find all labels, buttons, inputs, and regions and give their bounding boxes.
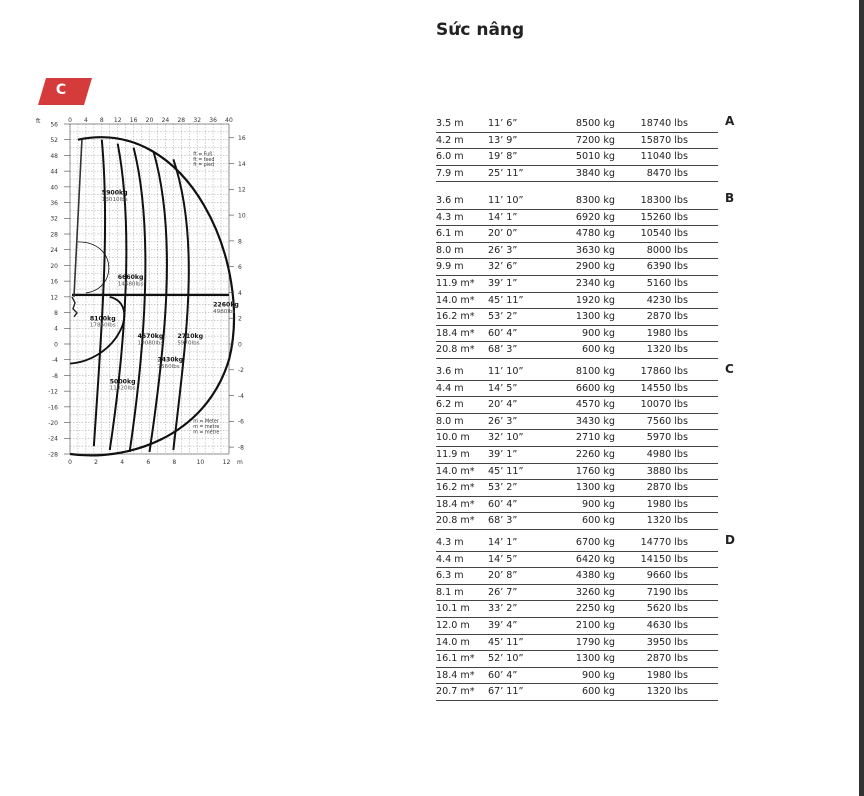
capacity-lbs: 5160 lbs bbox=[646, 277, 688, 289]
radius-m: 3.6 m bbox=[436, 366, 464, 377]
legend-ft-line: ft = pied bbox=[193, 163, 215, 169]
capacity-lbs: 14550 lbs bbox=[640, 382, 688, 394]
legend-m-line: m = Meter bbox=[193, 419, 219, 425]
radius-m: 3.6 m bbox=[436, 195, 464, 206]
bottom-tick-label: 12 bbox=[222, 459, 231, 466]
load-label-lbs: 13010lbs bbox=[101, 196, 128, 203]
radius-ft: 32’ 6” bbox=[488, 261, 518, 273]
capacity-lbs: 4630 lbs bbox=[646, 619, 688, 631]
load-label-lbs: 14680lbs bbox=[117, 281, 144, 288]
capacity-kg: 4780 kg bbox=[575, 228, 615, 240]
table-row bbox=[436, 552, 718, 569]
left-tick-label: 52 bbox=[50, 137, 58, 145]
table-label: C bbox=[725, 362, 734, 376]
load-label-lbs: 17860lbs bbox=[89, 322, 116, 329]
capacity-kg: 1300 kg bbox=[575, 653, 615, 665]
left-tick-label: -12 bbox=[48, 388, 58, 396]
bottom-tick-label: 4 bbox=[120, 459, 125, 466]
radius-ft: 13’ 9” bbox=[488, 134, 518, 146]
radius-m: 16.2 m* bbox=[436, 482, 475, 494]
badge-label: C bbox=[55, 82, 67, 98]
radius-m: 4.4 m bbox=[436, 382, 464, 394]
capacity-lbs: 1980 lbs bbox=[646, 327, 688, 339]
radius-m: 12.0 m bbox=[436, 619, 470, 631]
radius-m: 8.0 m bbox=[436, 415, 464, 427]
capacity-kg: 7200 kg bbox=[575, 134, 615, 146]
table-row bbox=[436, 497, 718, 514]
table-row bbox=[436, 193, 718, 210]
load-label-kg: 3430kg bbox=[157, 356, 184, 364]
right-tick-label: -6 bbox=[238, 418, 244, 426]
capacity-lbs: 18740 lbs bbox=[640, 118, 688, 129]
capacity-lbs: 2870 lbs bbox=[646, 311, 688, 323]
radius-m: 4.4 m bbox=[436, 553, 464, 565]
radius-m: 10.0 m bbox=[436, 432, 470, 444]
bottom-unit-label: m bbox=[237, 459, 243, 466]
top-tick-label: 24 bbox=[161, 117, 170, 124]
radius-ft: 26’ 3” bbox=[488, 244, 518, 256]
table-row bbox=[436, 293, 718, 310]
capacity-kg: 3840 kg bbox=[575, 167, 615, 179]
radius-ft: 26’ 3” bbox=[488, 415, 518, 427]
radius-m: 6.0 m bbox=[436, 151, 464, 163]
table-row bbox=[436, 133, 718, 150]
load-table-d bbox=[436, 535, 736, 701]
capacity-kg: 5010 kg bbox=[575, 151, 615, 163]
table-row bbox=[436, 684, 718, 701]
load-table-c bbox=[436, 364, 736, 530]
load-label-kg: 2260kg bbox=[213, 301, 239, 309]
radius-m: 11.9 m bbox=[436, 448, 470, 460]
table-row bbox=[436, 259, 718, 276]
left-tick-label: 16 bbox=[50, 278, 58, 286]
capacity-lbs: 5970 lbs bbox=[646, 432, 688, 444]
left-tick-label: 0 bbox=[54, 341, 58, 349]
radius-ft: 14’ 1” bbox=[488, 537, 518, 548]
capacity-lbs: 8470 lbs bbox=[646, 167, 688, 179]
radius-m: 6.1 m bbox=[436, 228, 464, 240]
radius-ft: 32’ 10” bbox=[488, 432, 524, 444]
radius-m: 4.3 m bbox=[436, 537, 464, 548]
table-row bbox=[436, 651, 718, 668]
table-row bbox=[436, 342, 718, 359]
left-tick-label: -8 bbox=[52, 372, 58, 380]
section-badge bbox=[38, 78, 92, 105]
capacity-kg: 1760 kg bbox=[575, 465, 615, 477]
left-tick-label: 24 bbox=[50, 247, 58, 255]
radius-m: 8.1 m bbox=[436, 586, 464, 598]
capacity-lbs: 18300 lbs bbox=[640, 195, 688, 206]
radius-m: 4.3 m bbox=[436, 211, 464, 223]
capacity-lbs: 6390 lbs bbox=[646, 261, 688, 273]
table-label: D bbox=[725, 533, 735, 547]
capacity-lbs: 7560 lbs bbox=[646, 415, 688, 427]
capacity-kg: 2100 kg bbox=[575, 619, 615, 631]
table-row bbox=[436, 397, 718, 414]
radius-ft: 45’ 11” bbox=[488, 636, 524, 648]
capacity-lbs: 2870 lbs bbox=[646, 653, 688, 665]
radius-ft: 14’ 1” bbox=[488, 211, 518, 223]
capacity-kg: 900 kg bbox=[581, 327, 615, 339]
capacity-kg: 6420 kg bbox=[575, 553, 615, 565]
capacity-lbs: 4980 lbs bbox=[646, 448, 688, 460]
radius-m: 10.1 m bbox=[436, 603, 470, 615]
legend-ft-line: ft = Fuß bbox=[193, 152, 213, 158]
chart-ticks bbox=[36, 117, 246, 466]
capacity-kg: 900 kg bbox=[581, 498, 615, 510]
radius-ft: 14’ 5” bbox=[488, 382, 518, 394]
radius-m: 14.0 m* bbox=[436, 465, 475, 477]
capacity-lbs: 11040 lbs bbox=[640, 151, 688, 163]
load-label-lbs: 11020lbs bbox=[109, 385, 136, 392]
capacity-kg: 600 kg bbox=[581, 344, 615, 356]
left-tick-label: 8 bbox=[54, 309, 58, 317]
top-tick-label: 12 bbox=[113, 117, 122, 124]
table-row bbox=[436, 116, 718, 133]
envelope-curve bbox=[70, 137, 234, 455]
capacity-kg: 2900 kg bbox=[575, 261, 615, 273]
radius-m: 18.4 m* bbox=[436, 327, 475, 339]
load-label-lbs: 7560lbs bbox=[157, 363, 180, 370]
capacity-lbs: 1980 lbs bbox=[646, 669, 688, 681]
capacity-kg: 8300 kg bbox=[575, 195, 615, 206]
capacity-lbs: 9660 lbs bbox=[646, 570, 688, 582]
capacity-lbs: 15870 lbs bbox=[640, 134, 688, 146]
table-row bbox=[436, 226, 718, 243]
capacity-lbs: 7190 lbs bbox=[646, 586, 688, 598]
capacity-lbs: 2870 lbs bbox=[646, 482, 688, 494]
right-tick-label: 10 bbox=[238, 212, 246, 220]
top-tick-label: 0 bbox=[68, 117, 72, 124]
capacity-kg: 2340 kg bbox=[575, 277, 615, 289]
right-tick-label: 6 bbox=[238, 264, 242, 272]
table-row bbox=[436, 480, 718, 497]
radius-ft: 39’ 1” bbox=[488, 277, 518, 289]
radius-ft: 39’ 4” bbox=[488, 619, 518, 631]
legend-ft-line: ft = feed bbox=[193, 157, 215, 163]
load-chart bbox=[36, 112, 256, 472]
load-label-lbs: 5970lbs bbox=[177, 340, 200, 347]
radius-m: 6.2 m bbox=[436, 399, 464, 411]
table-row bbox=[436, 149, 718, 166]
load-zone-curve bbox=[130, 148, 146, 452]
table-row bbox=[436, 243, 718, 260]
left-unit-label: ft bbox=[36, 118, 41, 125]
capacity-kg: 1920 kg bbox=[575, 294, 615, 306]
table-row bbox=[436, 535, 718, 552]
radius-ft: 19’ 8” bbox=[488, 151, 518, 163]
load-label-kg: 5000kg bbox=[109, 378, 136, 386]
capacity-kg: 3630 kg bbox=[575, 244, 615, 256]
capacity-kg: 1790 kg bbox=[575, 636, 615, 648]
top-tick-label: 8 bbox=[99, 117, 104, 124]
legend-m-line: m = metre bbox=[193, 424, 220, 430]
capacity-kg: 8500 kg bbox=[575, 118, 615, 129]
left-tick-label: 20 bbox=[50, 262, 58, 270]
capacity-kg: 6700 kg bbox=[575, 537, 615, 548]
capacity-lbs: 4230 lbs bbox=[646, 294, 688, 306]
load-label-kg: 5900kg bbox=[101, 189, 128, 197]
radius-m: 7.9 m bbox=[436, 167, 464, 179]
load-table-b bbox=[436, 193, 736, 359]
radius-m: 6.3 m bbox=[436, 570, 464, 582]
capacity-kg: 2260 kg bbox=[575, 448, 615, 460]
capacity-lbs: 3880 lbs bbox=[646, 465, 688, 477]
left-tick-label: 36 bbox=[50, 199, 58, 207]
radius-ft: 11’ 10” bbox=[488, 195, 524, 206]
left-tick-label: -4 bbox=[52, 357, 58, 365]
top-tick-label: 40 bbox=[225, 117, 233, 124]
radius-ft: 45’ 11” bbox=[488, 294, 524, 306]
top-tick-label: 28 bbox=[177, 117, 186, 124]
table-row bbox=[436, 668, 718, 685]
radius-ft: 11’ 10” bbox=[488, 366, 524, 377]
radius-ft: 53’ 2” bbox=[488, 482, 518, 494]
table-row bbox=[436, 464, 718, 481]
table-row bbox=[436, 601, 718, 618]
load-label-lbs: 4980lbs bbox=[213, 308, 236, 315]
table-row bbox=[436, 513, 718, 530]
table-label: A bbox=[725, 114, 735, 128]
top-tick-label: 4 bbox=[83, 117, 88, 124]
load-label-kg: 8100kg bbox=[89, 315, 116, 323]
capacity-lbs: 17860 lbs bbox=[640, 366, 688, 377]
capacity-kg: 8100 kg bbox=[575, 366, 615, 377]
table-row bbox=[436, 635, 718, 652]
capacity-lbs: 1320 lbs bbox=[646, 686, 688, 698]
radius-ft: 60’ 4” bbox=[488, 327, 518, 339]
radius-m: 20.8 m* bbox=[436, 344, 475, 356]
table-row bbox=[436, 326, 718, 343]
table-row bbox=[436, 276, 718, 293]
capacity-lbs: 8000 lbs bbox=[646, 244, 688, 256]
radius-m: 20.7 m* bbox=[436, 686, 475, 698]
radius-ft: 52’ 10” bbox=[488, 653, 524, 665]
right-tick-label: 0 bbox=[238, 341, 242, 349]
left-tick-label: -20 bbox=[48, 419, 58, 427]
table-row bbox=[436, 618, 718, 635]
capacity-kg: 1300 kg bbox=[575, 482, 615, 494]
left-tick-label: 48 bbox=[50, 152, 58, 160]
capacity-kg: 600 kg bbox=[581, 515, 615, 527]
load-table-a bbox=[436, 116, 736, 182]
bottom-tick-label: 2 bbox=[94, 459, 98, 466]
left-tick-label: 28 bbox=[50, 231, 58, 239]
left-tick-label: 44 bbox=[50, 168, 58, 176]
top-tick-label: 16 bbox=[129, 117, 138, 124]
right-tick-label: 16 bbox=[238, 135, 246, 143]
radius-m: 3.5 m bbox=[436, 118, 464, 129]
radius-m: 9.9 m bbox=[436, 261, 464, 273]
capacity-kg: 900 kg bbox=[581, 669, 615, 681]
top-tick-label: 32 bbox=[193, 117, 202, 124]
capacity-lbs: 14150 lbs bbox=[640, 553, 688, 565]
capacity-kg: 2250 kg bbox=[575, 603, 615, 615]
legend-m-line: m = métre bbox=[193, 430, 220, 436]
radius-ft: 67’ 11” bbox=[488, 686, 524, 698]
radius-m: 14.0 m* bbox=[436, 294, 475, 306]
capacity-kg: 4380 kg bbox=[575, 570, 615, 582]
table-label: B bbox=[725, 191, 735, 205]
bottom-tick-label: 10 bbox=[196, 459, 205, 466]
capacity-kg: 3430 kg bbox=[575, 415, 615, 427]
capacity-lbs: 3950 lbs bbox=[646, 636, 688, 648]
left-tick-label: 12 bbox=[50, 294, 58, 302]
radius-ft: 25’ 11” bbox=[488, 167, 524, 179]
radius-m: 8.0 m bbox=[436, 244, 464, 256]
capacity-lbs: 14770 lbs bbox=[640, 537, 688, 548]
radius-m: 20.8 m* bbox=[436, 515, 475, 527]
left-tick-label: -24 bbox=[48, 435, 58, 443]
capacity-kg: 4570 kg bbox=[575, 399, 615, 411]
left-tick-label: 4 bbox=[54, 325, 58, 333]
table-row bbox=[436, 447, 718, 464]
radius-m: 18.4 m* bbox=[436, 669, 475, 681]
load-label-kg: 2710kg bbox=[177, 333, 204, 341]
right-tick-label: 4 bbox=[238, 289, 242, 297]
left-tick-label: 56 bbox=[50, 121, 58, 129]
table-row bbox=[436, 309, 718, 326]
page-title: Sức nâng bbox=[436, 20, 525, 40]
radius-m: 14.0 m bbox=[436, 636, 470, 648]
right-tick-label: 12 bbox=[238, 186, 246, 194]
radius-ft: 60’ 4” bbox=[488, 498, 518, 510]
bottom-tick-label: 0 bbox=[68, 459, 72, 466]
table-row bbox=[436, 364, 718, 381]
load-zone-curve bbox=[94, 140, 105, 446]
radius-m: 16.2 m* bbox=[436, 311, 475, 323]
top-tick-label: 36 bbox=[209, 117, 217, 124]
radius-ft: 53’ 2” bbox=[488, 311, 518, 323]
table-row bbox=[436, 210, 718, 227]
load-label-kg: 6660kg bbox=[117, 274, 144, 282]
radius-ft: 20’ 4” bbox=[488, 399, 518, 411]
table-row bbox=[436, 166, 718, 183]
table-row bbox=[436, 568, 718, 585]
load-label-lbs: 10080lbs bbox=[137, 340, 164, 347]
capacity-kg: 6600 kg bbox=[575, 382, 615, 394]
radius-m: 4.2 m bbox=[436, 134, 464, 146]
table-row bbox=[436, 381, 718, 398]
radius-ft: 20’ 0” bbox=[488, 228, 518, 240]
radius-m: 11.9 m* bbox=[436, 277, 475, 289]
bottom-tick-label: 8 bbox=[172, 459, 177, 466]
radius-ft: 11’ 6” bbox=[488, 118, 518, 129]
radius-ft: 26’ 7” bbox=[488, 586, 518, 598]
capacity-lbs: 10540 lbs bbox=[640, 228, 688, 240]
table-row bbox=[436, 430, 718, 447]
table-row bbox=[436, 414, 718, 431]
radius-ft: 45’ 11” bbox=[488, 465, 524, 477]
capacity-kg: 600 kg bbox=[581, 686, 615, 698]
capacity-lbs: 1320 lbs bbox=[646, 344, 688, 356]
capacity-lbs: 10070 lbs bbox=[640, 399, 688, 411]
load-label-kg: 4570kg bbox=[137, 333, 164, 341]
radius-m: 18.4 m* bbox=[436, 498, 475, 510]
bottom-tick-label: 6 bbox=[146, 459, 151, 466]
capacity-kg: 6920 kg bbox=[575, 211, 615, 223]
capacity-lbs: 1980 lbs bbox=[646, 498, 688, 510]
radius-ft: 33’ 2” bbox=[488, 603, 518, 615]
crane-base bbox=[72, 297, 77, 317]
capacity-lbs: 1320 lbs bbox=[646, 515, 688, 527]
capacity-kg: 1300 kg bbox=[575, 311, 615, 323]
right-tick-label: -8 bbox=[238, 444, 244, 452]
left-tick-label: -28 bbox=[48, 451, 58, 459]
capacity-kg: 2710 kg bbox=[575, 432, 615, 444]
right-tick-label: 2 bbox=[238, 315, 242, 323]
right-tick-label: 8 bbox=[238, 238, 242, 246]
chart-curves bbox=[70, 137, 234, 455]
radius-ft: 14’ 5” bbox=[488, 553, 518, 565]
top-tick-label: 20 bbox=[145, 117, 154, 124]
right-tick-label: -4 bbox=[238, 392, 244, 400]
capacity-lbs: 5620 lbs bbox=[646, 603, 688, 615]
capacity-kg: 3260 kg bbox=[575, 586, 615, 598]
radius-ft: 68’ 3” bbox=[488, 515, 518, 527]
radius-ft: 68’ 3” bbox=[488, 344, 518, 356]
radius-ft: 60’ 4” bbox=[488, 669, 518, 681]
radius-ft: 20’ 8” bbox=[488, 570, 518, 582]
left-tick-label: 40 bbox=[50, 184, 58, 192]
table-row bbox=[436, 585, 718, 602]
left-tick-label: 32 bbox=[50, 215, 58, 223]
right-tick-label: 14 bbox=[238, 160, 246, 168]
inner-curve bbox=[70, 297, 124, 364]
radius-ft: 39’ 1” bbox=[488, 448, 518, 460]
radius-m: 16.1 m* bbox=[436, 653, 475, 665]
page-edge-bar bbox=[859, 0, 864, 796]
capacity-lbs: 15260 lbs bbox=[640, 211, 688, 223]
left-tick-label: -16 bbox=[48, 404, 58, 412]
right-tick-label: -2 bbox=[238, 367, 244, 375]
